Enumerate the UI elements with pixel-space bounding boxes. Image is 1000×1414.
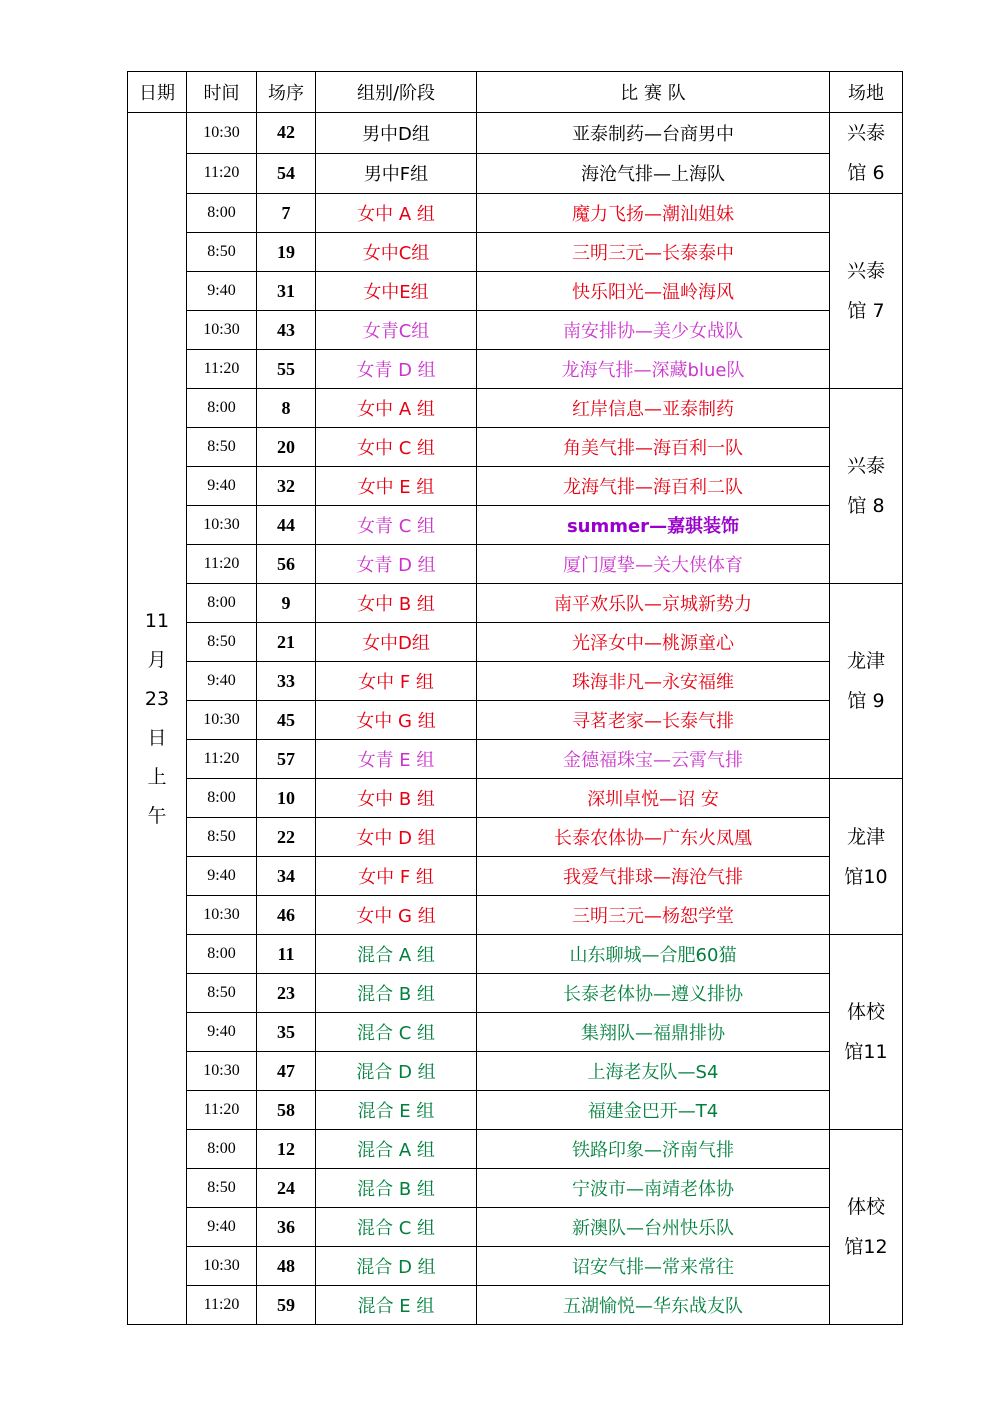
- time-cell: 10:30: [187, 1052, 257, 1091]
- group-cell: 女中 B 组: [316, 779, 477, 818]
- teams-cell: 三明三元—长泰泰中: [477, 233, 830, 272]
- group-cell: 女中 C 组: [316, 428, 477, 467]
- group-cell: 女中 B 组: [316, 584, 477, 623]
- venue-cell: [830, 389, 903, 584]
- venue-cell: [830, 113, 903, 194]
- group-cell: 女中C组: [316, 233, 477, 272]
- time-cell: 10:30: [187, 701, 257, 740]
- group-cell: 混合 C 组: [316, 1208, 477, 1247]
- table-row: [128, 1208, 903, 1247]
- venue-line: 馆 6: [847, 162, 885, 184]
- seq-cell: 48: [257, 1247, 316, 1286]
- group-cell: 女青 C 组: [316, 506, 477, 545]
- teams-cell: 龙海气排—海百利二队: [477, 467, 830, 506]
- teams-cell: 长泰老体协—遵义排协: [477, 974, 830, 1013]
- seq-cell: 42: [257, 113, 316, 154]
- time-cell: 11:20: [187, 545, 257, 584]
- table-row: [128, 1247, 903, 1286]
- venue-line: 体校: [846, 1196, 885, 1218]
- seq-cell: 35: [257, 1013, 316, 1052]
- table-row: [128, 467, 903, 506]
- table-row: [128, 1130, 903, 1169]
- venue-line: 馆12: [844, 1236, 888, 1258]
- time-cell: 8:50: [187, 974, 257, 1013]
- teams-cell: 集翔队—福鼎排协: [477, 1013, 830, 1052]
- date-char: 23: [144, 687, 170, 710]
- group-cell: 女中E组: [316, 272, 477, 311]
- teams-cell: 厦门厦挚—关大侠体育: [477, 545, 830, 584]
- table-row: [128, 896, 903, 935]
- seq-cell: 32: [257, 467, 316, 506]
- group-cell: 女中 F 组: [316, 662, 477, 701]
- group-cell: 混合 B 组: [316, 1169, 477, 1208]
- seq-cell: 33: [257, 662, 316, 701]
- schedule-body: [128, 113, 903, 1325]
- teams-cell: 宁波市—南靖老体协: [477, 1169, 830, 1208]
- header-date: 日期: [128, 72, 187, 113]
- seq-cell: 44: [257, 506, 316, 545]
- time-cell: 9:40: [187, 1208, 257, 1247]
- seq-cell: 43: [257, 311, 316, 350]
- group-cell: 混合 C 组: [316, 1013, 477, 1052]
- header-teams: 比 赛 队: [477, 72, 830, 113]
- group-cell: 女中 E 组: [316, 467, 477, 506]
- teams-cell: 五湖愉悦—华东战友队: [477, 1286, 830, 1325]
- venue-line: 龙津: [846, 650, 885, 672]
- table-row: [128, 1091, 903, 1130]
- table-row: [128, 1052, 903, 1091]
- teams-cell: 龙海气排—深藏blue队: [477, 350, 830, 389]
- table-row: [128, 233, 903, 272]
- group-cell: 女中 G 组: [316, 701, 477, 740]
- date-char: 11: [144, 609, 170, 632]
- time-cell: 11:20: [187, 1286, 257, 1325]
- group-cell: 混合 B 组: [316, 974, 477, 1013]
- header-time: 时间: [187, 72, 257, 113]
- teams-cell: 铁路印象—济南气排: [477, 1130, 830, 1169]
- schedule-table: [127, 71, 903, 1325]
- seq-cell: 56: [257, 545, 316, 584]
- teams-cell: 海沧气排—上海队: [477, 153, 830, 194]
- seq-cell: 55: [257, 350, 316, 389]
- date-char: 月: [147, 648, 167, 671]
- time-cell: 8:00: [187, 584, 257, 623]
- teams-cell: 金德福珠宝—云霄气排: [477, 740, 830, 779]
- seq-cell: 10: [257, 779, 316, 818]
- teams-cell: summer—嘉骐装饰: [477, 506, 830, 545]
- table-row: [128, 935, 903, 974]
- seq-cell: 24: [257, 1169, 316, 1208]
- table-row: [128, 545, 903, 584]
- group-cell: 混合 D 组: [316, 1052, 477, 1091]
- venue-cell: [830, 194, 903, 389]
- teams-cell: 魔力飞扬—潮汕姐妹: [477, 194, 830, 233]
- date-cell: [128, 113, 187, 1325]
- seq-cell: 54: [257, 153, 316, 194]
- table-row: [128, 1013, 903, 1052]
- venue-cell: [830, 935, 903, 1130]
- seq-cell: 47: [257, 1052, 316, 1091]
- group-cell: 混合 A 组: [316, 1130, 477, 1169]
- group-cell: 混合 D 组: [316, 1247, 477, 1286]
- seq-cell: 23: [257, 974, 316, 1013]
- seq-cell: 8: [257, 389, 316, 428]
- seq-cell: 19: [257, 233, 316, 272]
- group-cell: 女青 D 组: [316, 545, 477, 584]
- teams-cell: 长泰农体协—广东火凤凰: [477, 818, 830, 857]
- venue-line: 兴泰: [846, 455, 885, 477]
- time-cell: 8:50: [187, 233, 257, 272]
- time-cell: 9:40: [187, 272, 257, 311]
- table-row: [128, 311, 903, 350]
- time-cell: 11:20: [187, 1091, 257, 1130]
- teams-cell: 诏安气排—常来常往: [477, 1247, 830, 1286]
- time-cell: 8:50: [187, 818, 257, 857]
- time-cell: 9:40: [187, 467, 257, 506]
- seq-cell: 59: [257, 1286, 316, 1325]
- date-char: 午: [147, 804, 167, 827]
- venue-line: 馆11: [844, 1041, 888, 1063]
- teams-cell: 山东聊城—合肥60猫: [477, 935, 830, 974]
- seq-cell: 36: [257, 1208, 316, 1247]
- table-row: [128, 194, 903, 233]
- time-cell: 8:00: [187, 935, 257, 974]
- table-row: [128, 584, 903, 623]
- venue-line: 馆 8: [847, 495, 885, 517]
- table-row: [128, 506, 903, 545]
- table-row: [128, 350, 903, 389]
- time-cell: 10:30: [187, 506, 257, 545]
- table-row: [128, 857, 903, 896]
- group-cell: 女中 G 组: [316, 896, 477, 935]
- teams-cell: 我爱气排球—海沧气排: [477, 857, 830, 896]
- table-row: [128, 272, 903, 311]
- teams-cell: 上海老友队—S4: [477, 1052, 830, 1091]
- venue-line: 馆 9: [847, 690, 885, 712]
- venue-line: 馆 7: [847, 300, 885, 322]
- seq-cell: 45: [257, 701, 316, 740]
- seq-cell: 57: [257, 740, 316, 779]
- teams-cell: 深圳卓悦—诏 安: [477, 779, 830, 818]
- time-cell: 11:20: [187, 153, 257, 194]
- seq-cell: 46: [257, 896, 316, 935]
- group-cell: 混合 E 组: [316, 1091, 477, 1130]
- group-cell: 女青C组: [316, 311, 477, 350]
- teams-cell: 快乐阳光—温岭海风: [477, 272, 830, 311]
- venue-cell: [830, 779, 903, 935]
- group-cell: 女中 F 组: [316, 857, 477, 896]
- teams-cell: 红岸信息—亚泰制药: [477, 389, 830, 428]
- teams-cell: 三明三元—杨恕学堂: [477, 896, 830, 935]
- group-cell: 男中F组: [316, 153, 477, 194]
- date-char: 日: [147, 726, 167, 749]
- venue-line: 体校: [846, 1001, 885, 1023]
- seq-cell: 12: [257, 1130, 316, 1169]
- time-cell: 8:50: [187, 623, 257, 662]
- time-cell: 10:30: [187, 896, 257, 935]
- teams-cell: 南安排协—美少女战队: [477, 311, 830, 350]
- header-seq: 场序: [257, 72, 316, 113]
- teams-cell: 新澳队—台州快乐队: [477, 1208, 830, 1247]
- venue-line: 兴泰: [846, 260, 885, 282]
- table-row: [128, 389, 903, 428]
- table-row: [128, 1286, 903, 1325]
- teams-cell: 寻茗老家—长泰气排: [477, 701, 830, 740]
- time-cell: 10:30: [187, 113, 257, 154]
- seq-cell: 21: [257, 623, 316, 662]
- teams-cell: 南平欢乐队—京城新势力: [477, 584, 830, 623]
- time-cell: 9:40: [187, 1013, 257, 1052]
- table-row: [128, 818, 903, 857]
- venue-cell: [830, 584, 903, 779]
- seq-cell: 31: [257, 272, 316, 311]
- header-group: 组别/阶段: [316, 72, 477, 113]
- teams-cell: 福建金巴开—T4: [477, 1091, 830, 1130]
- table-row: [128, 428, 903, 467]
- time-cell: 8:00: [187, 194, 257, 233]
- group-cell: 混合 E 组: [316, 1286, 477, 1325]
- venue-line: 龙津: [846, 825, 885, 848]
- time-cell: 10:30: [187, 1247, 257, 1286]
- seq-cell: 34: [257, 857, 316, 896]
- table-row: [128, 974, 903, 1013]
- time-cell: 10:30: [187, 311, 257, 350]
- teams-cell: 角美气排—海百利一队: [477, 428, 830, 467]
- group-cell: 女中D组: [316, 623, 477, 662]
- seq-cell: 9: [257, 584, 316, 623]
- group-cell: 女中 D 组: [316, 818, 477, 857]
- time-cell: 9:40: [187, 857, 257, 896]
- time-cell: 8:00: [187, 779, 257, 818]
- table-row: [128, 662, 903, 701]
- header-venue: 场地: [830, 72, 903, 113]
- time-cell: 8:00: [187, 1130, 257, 1169]
- table-row: [128, 113, 903, 154]
- seq-cell: 20: [257, 428, 316, 467]
- group-cell: 女中 A 组: [316, 194, 477, 233]
- table-row: [128, 701, 903, 740]
- teams-cell: 光泽女中—桃源童心: [477, 623, 830, 662]
- seq-cell: 11: [257, 935, 316, 974]
- table-row: [128, 740, 903, 779]
- header-row: [128, 72, 903, 113]
- time-cell: 11:20: [187, 740, 257, 779]
- seq-cell: 58: [257, 1091, 316, 1130]
- table-row: [128, 623, 903, 662]
- seq-cell: 22: [257, 818, 316, 857]
- group-cell: 女青 E 组: [316, 740, 477, 779]
- venue-line: 兴泰: [846, 122, 885, 144]
- teams-cell: 亚泰制药—台商男中: [477, 113, 830, 154]
- venue-line: 馆10: [844, 865, 888, 888]
- table-row: [128, 1169, 903, 1208]
- time-cell: 9:40: [187, 662, 257, 701]
- group-cell: 女中 A 组: [316, 389, 477, 428]
- time-cell: 8:50: [187, 428, 257, 467]
- time-cell: 8:00: [187, 389, 257, 428]
- time-cell: 11:20: [187, 350, 257, 389]
- time-cell: 8:50: [187, 1169, 257, 1208]
- group-cell: 女青 D 组: [316, 350, 477, 389]
- seq-cell: 7: [257, 194, 316, 233]
- date-char: 上: [147, 765, 167, 788]
- table-row: [128, 779, 903, 818]
- group-cell: 混合 A 组: [316, 935, 477, 974]
- group-cell: 男中D组: [316, 113, 477, 154]
- teams-cell: 珠海非凡—永安福维: [477, 662, 830, 701]
- venue-cell: [830, 1130, 903, 1325]
- table-row: [128, 153, 903, 194]
